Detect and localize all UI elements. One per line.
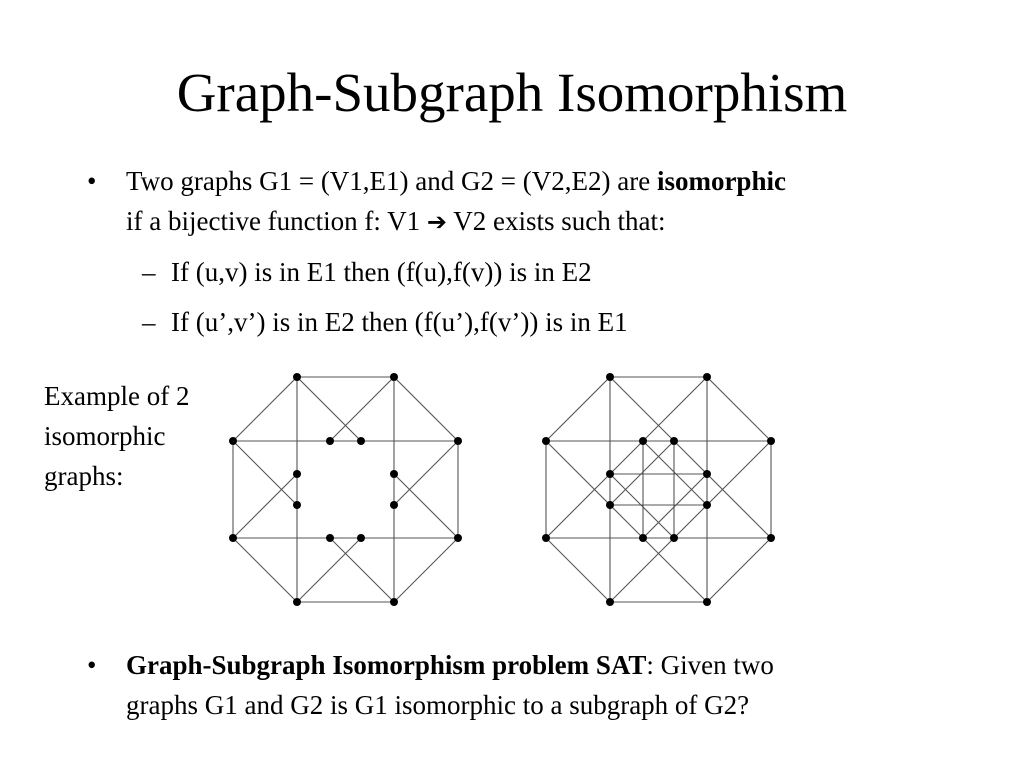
edge <box>643 441 707 505</box>
edge <box>707 538 771 602</box>
vertex <box>606 373 614 381</box>
problem-term: Graph-Subgraph Isomorphism problem SAT <box>126 650 647 680</box>
vertex <box>229 437 237 445</box>
definition-text: Two graphs G1 = (V1,E1) and G2 = (V2,E2) are <box>126 166 657 196</box>
edge <box>297 538 361 602</box>
problem-line-1 <box>126 645 982 685</box>
edge <box>546 441 707 602</box>
vertex <box>606 501 614 509</box>
vertex <box>767 534 775 542</box>
vertex <box>390 373 398 381</box>
vertex <box>767 437 775 445</box>
caption-line-2: isomorphic <box>44 421 166 451</box>
edge <box>233 474 297 538</box>
edge <box>297 377 361 441</box>
problem-line-2: graphs G1 and G2 is G1 isomorphic to a subgraph of G2? <box>126 690 750 720</box>
edge <box>394 538 458 602</box>
graph-left <box>229 373 462 606</box>
edge <box>233 377 297 441</box>
vertex <box>326 437 334 445</box>
vertex <box>326 534 334 542</box>
edge <box>394 474 458 538</box>
edge <box>233 538 297 602</box>
vertex <box>229 534 237 542</box>
vertex <box>703 470 711 478</box>
isomorphic-term: isomorphic <box>656 166 786 196</box>
problem-bullet-list <box>82 645 982 725</box>
bullet-mark: • <box>87 650 97 680</box>
vertex <box>639 437 647 445</box>
vertex <box>542 437 550 445</box>
sub-bullet-text: If (u’,v’) is in E2 then (f(u’),f(v’)) is in E1 <box>171 307 628 337</box>
edge <box>330 538 394 602</box>
edge <box>394 377 458 441</box>
vertex <box>606 470 614 478</box>
vertex <box>390 598 398 606</box>
vertex <box>357 534 365 542</box>
vertex <box>293 598 301 606</box>
vertex <box>454 534 462 542</box>
edge <box>610 474 674 538</box>
caption-line-1: Example of 2 <box>44 381 190 411</box>
vertex <box>670 534 678 542</box>
right-arrow-icon: ➔ <box>426 208 448 236</box>
caption-line-3: graphs: <box>44 461 124 491</box>
vertex <box>293 373 301 381</box>
vertex <box>293 470 301 478</box>
edge <box>610 377 771 538</box>
edge <box>330 377 394 441</box>
vertex <box>454 437 462 445</box>
vertex <box>703 501 711 509</box>
edge <box>546 377 707 538</box>
vertex <box>606 598 614 606</box>
edge <box>233 441 297 505</box>
dash-mark: – <box>142 307 156 337</box>
edge <box>643 474 707 538</box>
edge <box>610 441 674 505</box>
vertex <box>670 437 678 445</box>
problem-bullet <box>82 645 982 725</box>
bullet-mark: • <box>87 166 97 196</box>
edge <box>394 441 458 505</box>
edge <box>707 377 771 441</box>
definition-text-3: V2 exists such that: <box>447 206 666 236</box>
vertex <box>703 598 711 606</box>
problem-text: : Given two <box>646 650 774 680</box>
edge <box>610 441 771 602</box>
edge <box>546 538 610 602</box>
graph-right <box>542 373 775 606</box>
vertex <box>542 534 550 542</box>
vertex <box>639 534 647 542</box>
vertex <box>357 437 365 445</box>
sub-bullet-text: If (u,v) is in E1 then (f(u),f(v)) is in E2 <box>171 257 592 287</box>
vertex <box>390 501 398 509</box>
edge <box>546 377 610 441</box>
slide-title: Graph-Subgraph Isomorphism <box>176 62 848 123</box>
definition-text-2: if a bijective function f: V1 <box>126 206 427 236</box>
vertex <box>703 373 711 381</box>
dash-mark: – <box>142 257 156 287</box>
vertex <box>390 470 398 478</box>
vertex <box>293 501 301 509</box>
